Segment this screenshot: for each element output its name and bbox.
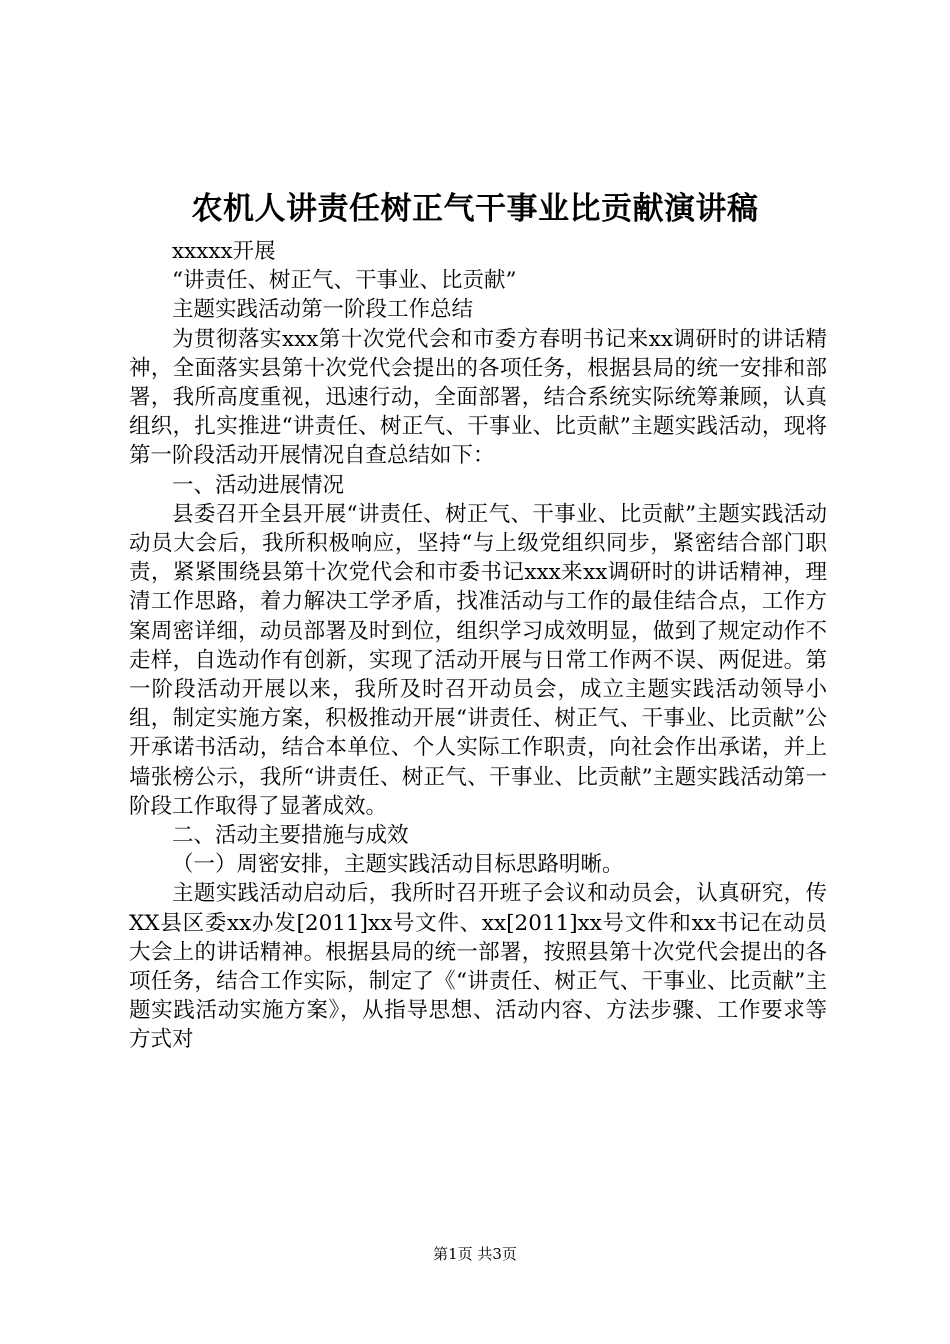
body-paragraph: 主题实践活动第一阶段工作总结 [172, 297, 474, 323]
section-heading: 二、活动主要措施与成效 [172, 823, 409, 849]
document-body [129, 237, 827, 1055]
body-paragraph: 县委召开全县开展“讲责任、树正气、干事业、比贡献”主题实践活动动员大会后，我所积极响应，坚持“与上级党组织同步，紧密结合部门职责，紧紧围绕县第十次党代会和市委书记xxx来xx调研时的讲话精神，理清工作思路，着力解决工学矛盾，找准活动与工作的最佳结合点，工作方案周密详细，动员部署及时到位，组织学习成效明显，做到了规定动作不走样，自选动作有创新，实现了活动开展与日常工作两不误、两促进。第一阶段活动开展以来，我所及时召开动员会，成立主题实践活动领导小组，制定实施方案，积极推动开展“讲责任、树正气、干事业、比贡献”公开承诺书活动，结合本单位、个人实际工作职责，向社会作出承诺，并上墙张榜公示，我所“讲责任、树正气、干事业、比贡献”主题实践活动第一阶段工作取得了显著成效。 [129, 501, 827, 819]
body-paragraph: 主题实践活动启动后，我所时召开班子会议和动员会，认真研究，传XX县区委xx办发[2011]xx号文件、xx[2011]xx号文件和xx书记在动员大会上的讲话精神。根据县局的统一部署，按照县第十次党代会提出的各项任务，结合工作实际，制定了《“讲责任、树正气、干事业、比贡献”主题实践活动实施方案》，从指导思想、活动内容、方法步骤、工作要求等方式对 [129, 881, 827, 1053]
body-paragraph: 为贯彻落实xxx第十次党代会和市委方春明书记来xx调研时的讲话精神，全面落实县第十次党代会提出的各项任务，根据县局的统一安排和部署，我所高度重视，迅速行动，全面部署，结合系统实际统筹兼顾，认真组织，扎实推进“讲责任、树正气、干事业、比贡献”主题实践活动，现将第一阶段活动开展情况自查总结如下： [129, 326, 827, 469]
section-heading: 一、活动进展情况 [172, 472, 345, 498]
body-paragraph: xxxxx开展 [172, 239, 276, 264]
document-title: 农机人讲责任树正气干事业比贡献演讲稿 [191, 191, 759, 227]
subsection-heading: （一）周密安排，主题实践活动目标思路明晰。 [172, 852, 624, 878]
body-paragraph: “讲责任、树正气、干事业、比贡献” [172, 268, 517, 294]
page-footer: 第1页 共3页 [433, 1245, 517, 1263]
